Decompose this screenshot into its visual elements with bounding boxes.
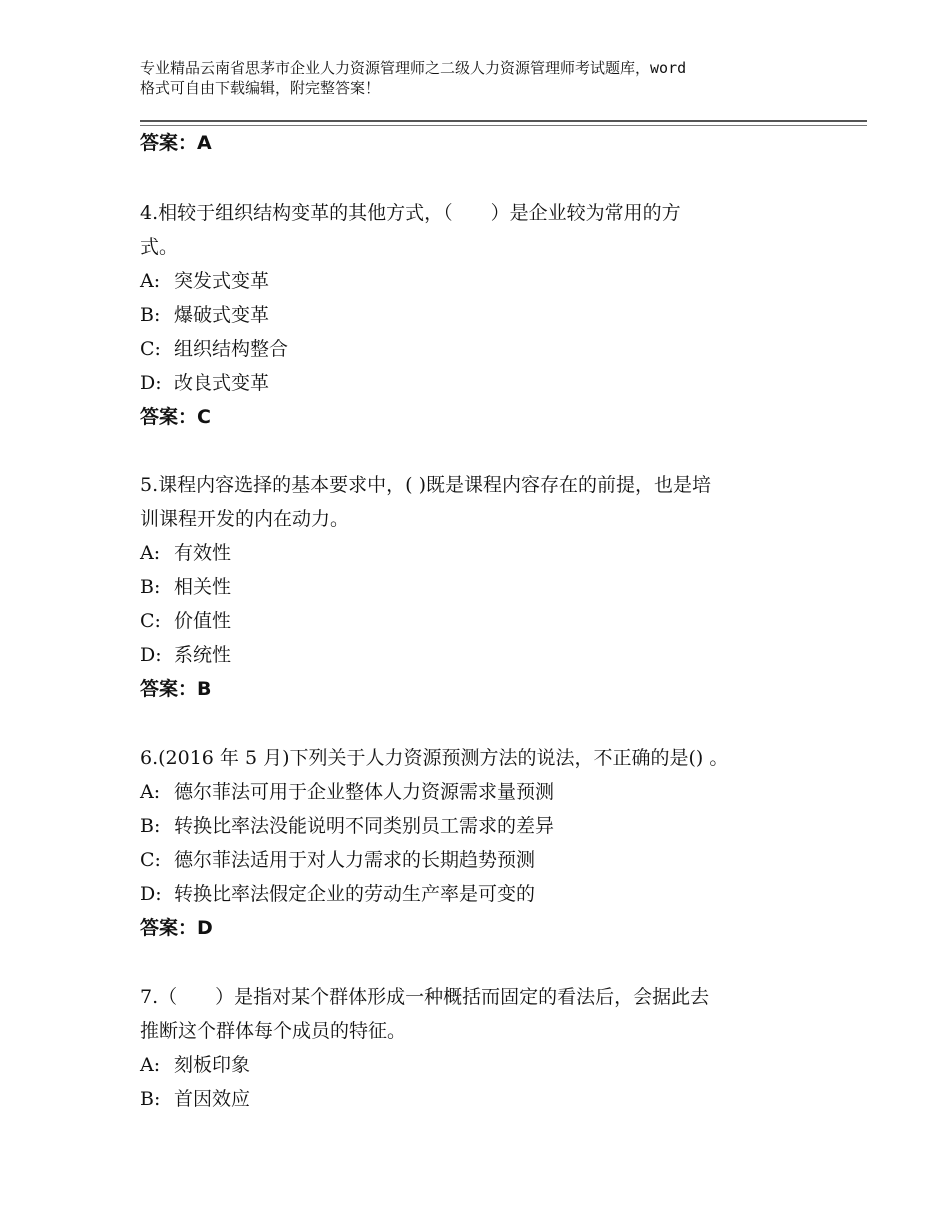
option-label: A: <box>140 542 161 564</box>
question-5-option-d <box>140 642 231 668</box>
option-label: A: <box>140 1054 161 1076</box>
option-text: 刻板印象 <box>174 1054 251 1076</box>
question-6-option-b <box>140 813 554 839</box>
option-text: 爆破式变革 <box>174 304 270 326</box>
question-7-text-cont: 推断这个群体每个成员的特征。 <box>140 1020 407 1042</box>
option-text: 有效性 <box>174 542 232 564</box>
option-label: C: <box>140 338 161 360</box>
option-text: 改良式变革 <box>174 372 270 394</box>
header-line-1: 专业精品云南省思茅市企业人力资源管理师之二级人力资源管理师考试题库，word <box>140 59 687 77</box>
question-5-text-cont: 训课程开发的内在动力。 <box>140 508 350 530</box>
answer-3: 答案：A <box>140 132 212 154</box>
option-label: B: <box>140 815 161 837</box>
question-6-option-c <box>140 847 535 873</box>
question-5-text: 5.课程内容选择的基本要求中，( )既是课程内容存在的前提，也是培 <box>140 474 711 496</box>
question-6-option-a <box>140 779 554 805</box>
question-7-option-a <box>140 1052 250 1078</box>
header-rule-thick <box>140 120 867 122</box>
question-6-option-d <box>140 881 535 907</box>
question-4-text-cont: 式。 <box>140 236 179 258</box>
question-5-option-a <box>140 540 231 566</box>
option-label: A: <box>140 270 161 292</box>
option-label: D: <box>140 644 162 666</box>
option-text: 德尔菲法可用于企业整体人力资源需求量预测 <box>174 781 555 803</box>
question-5-option-b <box>140 574 231 600</box>
question-7-text: 7.（ ）是指对某个群体形成一种概括而固定的看法后，会据此去 <box>140 986 710 1008</box>
option-text: 组织结构整合 <box>174 338 289 360</box>
option-label: C: <box>140 610 161 632</box>
question-4-option-c <box>140 336 288 362</box>
option-text: 转换比率法没能说明不同类别员工需求的差异 <box>174 815 555 837</box>
answer-5: 答案：B <box>140 678 212 700</box>
option-text: 德尔菲法适用于对人力需求的长期趋势预测 <box>174 849 536 871</box>
document-header <box>140 58 830 98</box>
question-5-option-c <box>140 608 231 634</box>
question-4-option-a <box>140 268 269 294</box>
option-text: 突发式变革 <box>174 270 270 292</box>
answer-6: 答案：D <box>140 917 213 939</box>
option-text: 系统性 <box>174 644 232 666</box>
question-4-text: 4.相较于组织结构变革的其他方式，（ ）是企业较为常用的方 <box>140 202 681 224</box>
option-label: B: <box>140 576 161 598</box>
header-line-2: 格式可自由下载编辑，附完整答案！ <box>140 79 381 97</box>
option-label: C: <box>140 849 161 871</box>
option-text: 相关性 <box>174 576 232 598</box>
question-4-option-b <box>140 302 269 328</box>
option-label: D: <box>140 883 162 905</box>
option-label: D: <box>140 372 162 394</box>
option-text: 首因效应 <box>174 1088 251 1110</box>
question-4-option-d <box>140 370 269 396</box>
option-label: B: <box>140 1088 161 1110</box>
question-6-text: 6.(2016 年 5 月)下列关于人力资源预测方法的说法，不正确的是() 。 <box>140 747 729 769</box>
header-rule-thin <box>140 125 867 126</box>
option-text: 价值性 <box>174 610 232 632</box>
option-label: B: <box>140 304 161 326</box>
question-7-option-b <box>140 1086 250 1112</box>
option-text: 转换比率法假定企业的劳动生产率是可变的 <box>174 883 536 905</box>
option-label: A: <box>140 781 161 803</box>
answer-4: 答案：C <box>140 406 211 428</box>
